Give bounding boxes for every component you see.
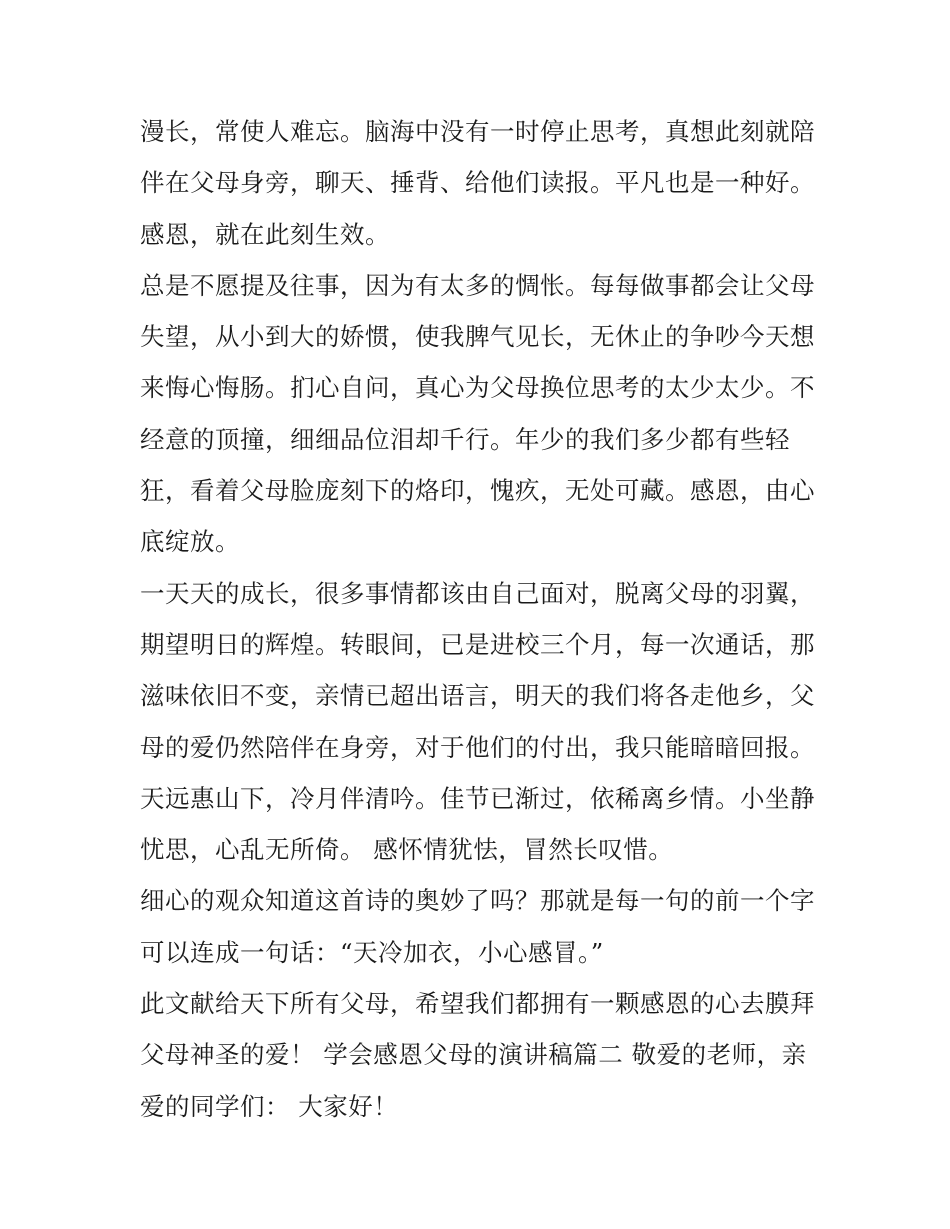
text-line: 滋味依旧不变，亲情已超出语言，明天的我们将各走他乡，父 — [140, 681, 815, 711]
text-line: 母的爱仍然陪伴在身旁，对于他们的付出，我只能暗暗回报。 — [140, 732, 815, 762]
text-line: 细心的观众知道这首诗的奥妙了吗？那就是每一句的前一个字 — [140, 886, 815, 916]
text-line: 总是不愿提及往事，因为有太多的惆怅。每每做事都会让父母 — [140, 270, 815, 300]
text-line: 此文献给天下所有父母，希望我们都拥有一颗感恩的心去膜拜 — [140, 989, 815, 1019]
text-line: 爱的同学们： 大家好！ — [140, 1091, 399, 1121]
text-line: 狂，看着父母脸庞刻下的烙印，愧疚，无处可藏。感恩，由心 — [140, 476, 815, 506]
text-line: 天远惠山下，冷月伴清吟。佳节已渐过，依稀离乡情。小坐静 — [140, 783, 815, 813]
text-line: 期望明日的辉煌。转眼间，已是进校三个月，每一次通话，那 — [140, 629, 815, 659]
text-line: 底绽放。 — [140, 527, 240, 557]
text-line: 一天天的成长，很多事情都该由自己面对，脱离父母的羽翼， — [140, 578, 815, 608]
text-line: 来悔心悔肠。扪心自问，真心为父母换位思考的太少太少。不 — [140, 373, 815, 403]
text-line: 忧思，心乱无所倚。 感怀情犹怯，冒然长叹惜。 — [140, 835, 674, 865]
text-line: 失望，从小到大的娇惯，使我脾气见长，无休止的争吵今天想 — [140, 322, 815, 352]
text-line: 可以连成一句话：“天冷加衣，小心感冒。” — [140, 937, 604, 967]
text-line: 伴在父母身旁，聊天、捶背、给他们读报。平凡也是一种好。 — [140, 168, 815, 198]
text-line: 感恩，就在此刻生效。 — [140, 219, 390, 249]
text-line: 父母神圣的爱！ 学会感恩父母的演讲稿篇二 敬爱的老师，亲 — [140, 1040, 807, 1070]
body-text — [140, 106, 830, 1132]
text-line: 经意的顶撞，细细品位泪却千行。年少的我们多少都有些轻 — [140, 424, 790, 454]
text-line: 漫长，常使人难忘。脑海中没有一时停止思考，真想此刻就陪 — [140, 117, 815, 146]
